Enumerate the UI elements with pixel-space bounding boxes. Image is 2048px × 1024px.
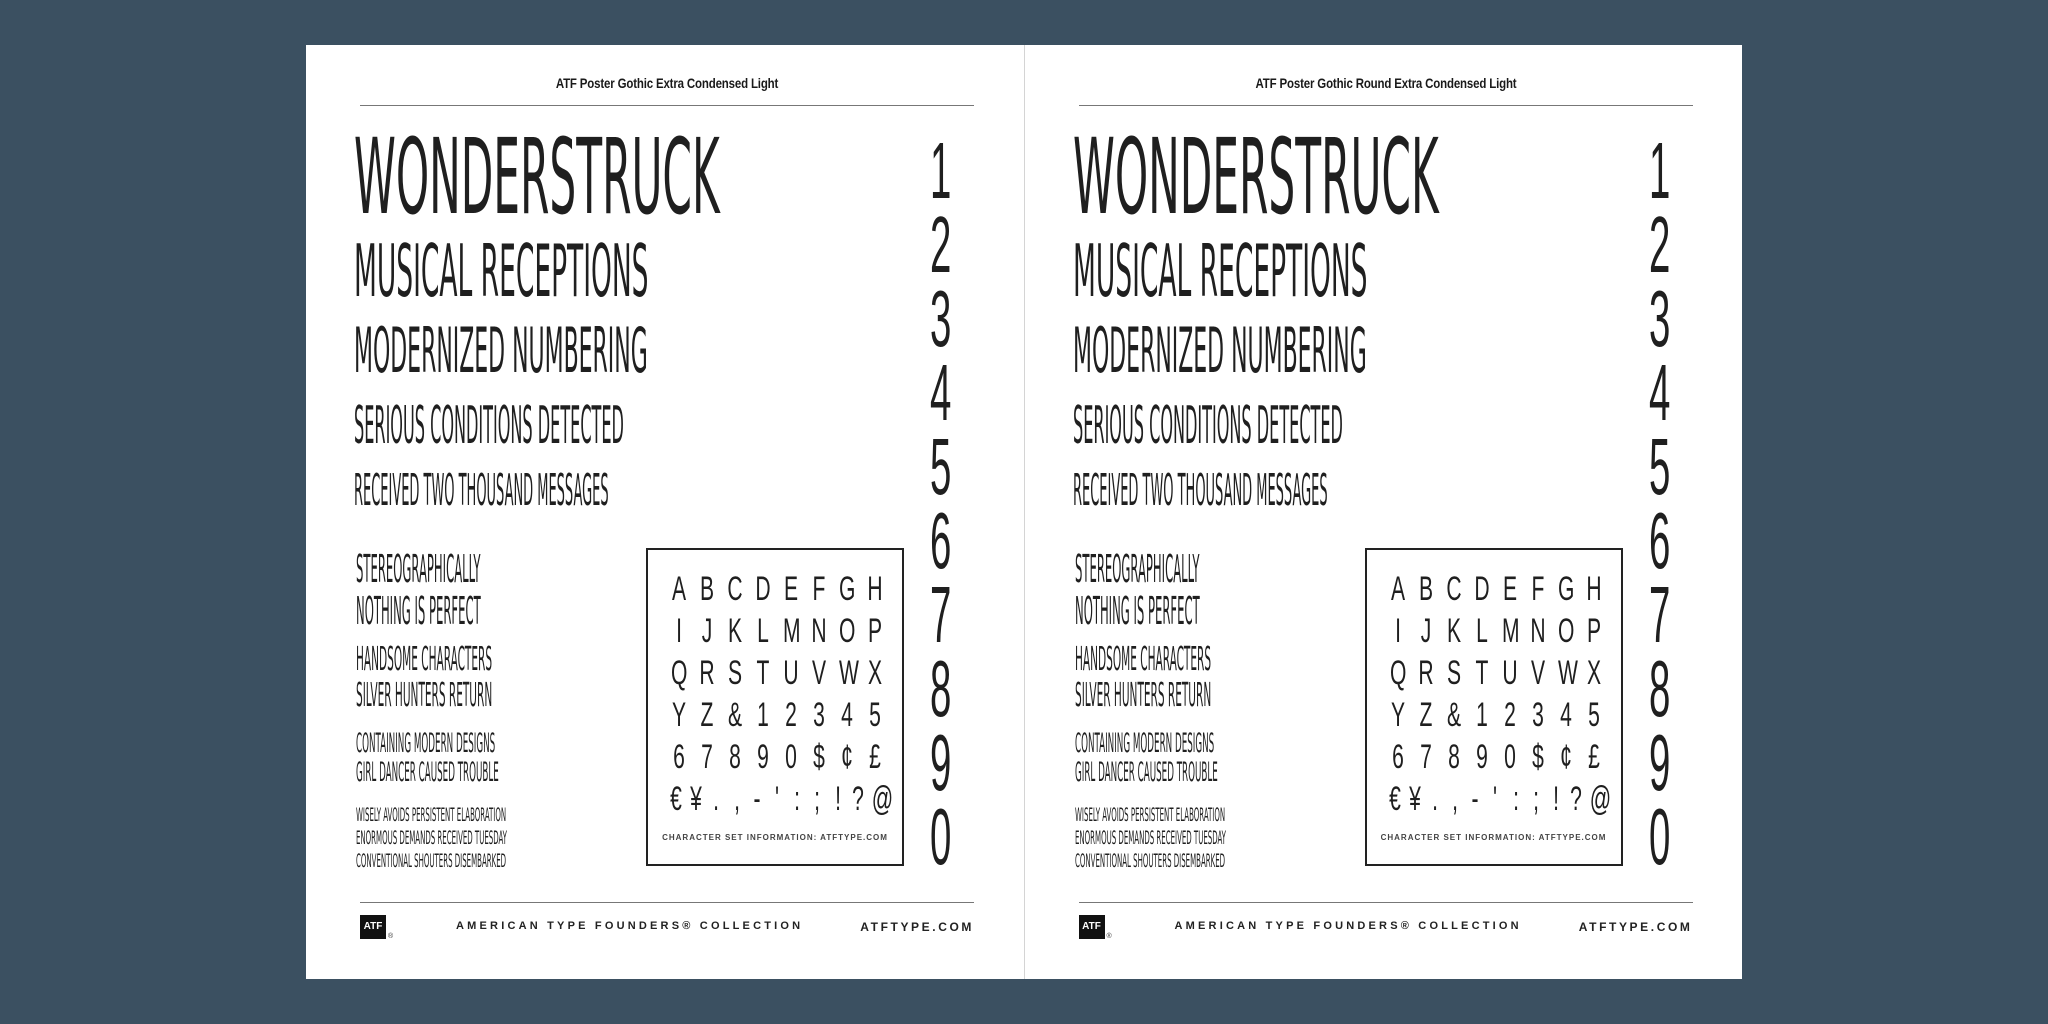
sample-line-2: MUSICAL RECEPTIONS [1072, 229, 1368, 313]
glyph: - [1471, 780, 1479, 818]
glyph: W [838, 654, 859, 692]
sample-line-1: WONDERSTRUCK [354, 116, 720, 238]
glyph: 5 [869, 696, 881, 734]
footer-rule [1079, 902, 1693, 903]
charset-info: CHARACTER SET INFORMATION: ATFTYPE.COM [1380, 833, 1607, 842]
atf-logo: ATF [360, 915, 386, 939]
glyph: € [1388, 780, 1401, 818]
glyph: K [727, 612, 743, 650]
numeral: 6 [1648, 496, 1670, 585]
sample-small-1: STEREOGRAPHICALLY [356, 547, 481, 591]
glyph: ¥ [690, 780, 703, 818]
glyph: M [1501, 612, 1520, 650]
sample-small-3: HANDSOME CHARACTERS [356, 639, 493, 678]
glyph: 5 [1587, 696, 1600, 734]
numeral: 3 [930, 274, 952, 363]
glyph: : [794, 780, 801, 818]
glyph: . [713, 780, 720, 818]
collection-label: AMERICAN TYPE FOUNDERS® COLLECTION [456, 920, 804, 932]
collection-label: AMERICAN TYPE FOUNDERS® COLLECTION [1174, 920, 1522, 932]
sample-small-6: GIRL DANCER CAUSED TROUBLE [356, 757, 499, 788]
charset-row [666, 652, 888, 694]
numeral: 8 [1648, 644, 1670, 733]
glyph: Z [1419, 696, 1432, 734]
glyph: J [701, 612, 713, 650]
glyph: B [1418, 570, 1433, 608]
character-set-box [646, 548, 904, 866]
glyph: O [1557, 612, 1574, 650]
numeral: 3 [1648, 274, 1670, 363]
glyph: & [1446, 696, 1461, 734]
glyph: I [676, 612, 682, 650]
sample-small-2: NOTHING IS PERFECT [356, 589, 481, 633]
numeral: 5 [930, 422, 952, 511]
glyph: B [699, 570, 715, 608]
charset-row [1385, 694, 1607, 736]
charset-row [1385, 652, 1607, 694]
glyph: S [1446, 654, 1461, 692]
sample-small-8: ENORMOUS DEMANDS RECEIVED TUESDAY [1074, 827, 1226, 849]
glyph: ' [774, 780, 779, 818]
page-header: ATF Poster Gothic Round Extra Condensed Light [1255, 75, 1516, 91]
glyph: C [1445, 570, 1462, 608]
glyph: 8 [729, 738, 741, 776]
sample-small-3: HANDSOME CHARACTERS [1074, 639, 1211, 678]
numeral: 8 [930, 644, 952, 733]
glyph: P [1586, 612, 1601, 650]
glyph: 1 [1475, 696, 1488, 734]
glyph: J [1420, 612, 1431, 650]
glyph: £ [1587, 738, 1600, 776]
sample-line-5: RECEIVED TWO THOUSAND MESSAGES [1072, 465, 1328, 516]
numeral: 9 [1648, 718, 1670, 807]
glyph: D [755, 570, 771, 608]
glyph: O [838, 612, 856, 650]
glyph: 6 [673, 738, 685, 776]
glyph: 0 [1503, 738, 1516, 776]
glyph: W [1557, 654, 1578, 692]
glyph: A [671, 570, 687, 608]
sample-small-8: ENORMOUS DEMANDS RECEIVED TUESDAY [356, 827, 507, 849]
glyph: ! [834, 780, 841, 818]
header-rule [1079, 105, 1693, 106]
sample-line-4: SERIOUS CONDITIONS DETECTED [1072, 396, 1343, 456]
glyph: ¥ [1408, 780, 1421, 818]
atf-logo: ATF [1079, 915, 1105, 939]
numeral: 1 [1648, 126, 1670, 215]
charset-row [666, 778, 894, 820]
numeral: 0 [930, 792, 952, 881]
glyph: D [1473, 570, 1490, 608]
glyph: 9 [757, 738, 769, 776]
charset-row [1385, 610, 1607, 652]
charset-row [1385, 568, 1607, 610]
glyph: 8 [1447, 738, 1460, 776]
sample-line-1: WONDERSTRUCK [1072, 116, 1439, 238]
registered-mark: ® [1106, 933, 1112, 940]
glyph: , [1452, 780, 1458, 818]
sample-line-3: MODERNIZED NUMBERING [1072, 314, 1367, 387]
numeral: 4 [930, 348, 952, 437]
glyph: F [812, 570, 826, 608]
glyph: M [782, 612, 801, 650]
glyph: E [1502, 570, 1517, 608]
sample-small-6: GIRL DANCER CAUSED TROUBLE [1074, 757, 1218, 788]
glyph: U [783, 654, 799, 692]
numeral: 0 [1648, 792, 1670, 881]
glyph: T [1475, 654, 1488, 692]
charset-row [666, 568, 888, 610]
glyph: F [1531, 570, 1544, 608]
glyph: H [1585, 570, 1602, 608]
charset-row [666, 610, 888, 652]
sample-line-3: MODERNIZED NUMBERING [354, 314, 648, 387]
glyph: 7 [1419, 738, 1432, 776]
glyph: Y [1390, 696, 1405, 734]
glyph: 1 [757, 696, 769, 734]
glyph: & [727, 696, 743, 734]
glyph: € [670, 780, 682, 818]
glyph: L [1475, 612, 1488, 650]
sample-small-2: NOTHING IS PERFECT [1074, 589, 1200, 633]
sample-small-4: SILVER HUNTERS RETURN [356, 675, 493, 714]
glyph: X [867, 654, 883, 692]
charset-row [1385, 778, 1612, 820]
glyph: Q [670, 654, 688, 692]
glyph: K [1446, 612, 1461, 650]
sample-small-5: CONTAINING MODERN DESIGNS [356, 728, 496, 759]
sample-small-9: CONVENTIONAL SHOUTERS DISEMBARKED [356, 850, 507, 872]
glyph: 3 [813, 696, 825, 734]
sample-small-1: STEREOGRAPHICALLY [1074, 547, 1199, 591]
glyph: . [1431, 780, 1438, 818]
glyph: H [867, 570, 883, 608]
glyph: 7 [701, 738, 713, 776]
glyph: $ [813, 738, 825, 776]
glyph: G [1557, 570, 1574, 608]
glyph: @ [871, 780, 894, 818]
glyph: ' [1493, 780, 1498, 818]
glyph: N [1529, 612, 1546, 650]
registered-mark: ® [388, 933, 394, 940]
page-header: ATF Poster Gothic Extra Condensed Light [555, 75, 779, 91]
glyph: Z [700, 696, 714, 734]
specimen-spread [306, 45, 1742, 979]
glyph: X [1586, 654, 1601, 692]
sample-small-7: WISELY AVOIDS PERSISTENT ELABORATION [356, 804, 507, 826]
numeral: 2 [930, 200, 952, 289]
charset-info: CHARACTER SET INFORMATION: ATFTYPE.COM [662, 833, 888, 842]
numeral: 4 [1648, 348, 1670, 437]
sample-line-5: RECEIVED TWO THOUSAND MESSAGES [354, 465, 609, 516]
glyph: V [1530, 654, 1545, 692]
numeral: 6 [930, 496, 952, 585]
specimen-page-left [306, 45, 1025, 979]
glyph: 4 [1559, 696, 1572, 734]
glyph: T [756, 654, 770, 692]
glyph: 3 [1531, 696, 1544, 734]
numeral: 2 [1648, 200, 1670, 289]
sample-small-4: SILVER HUNTERS RETURN [1074, 675, 1211, 714]
glyph: ? [851, 780, 864, 818]
sample-small-7: WISELY AVOIDS PERSISTENT ELABORATION [1074, 804, 1225, 826]
glyph: L [757, 612, 769, 650]
glyph: ? [1570, 780, 1583, 818]
glyph: 2 [1503, 696, 1516, 734]
footer-url: ATFTYPE.COM [1578, 920, 1693, 934]
glyph: 0 [785, 738, 797, 776]
glyph: I [1394, 612, 1401, 650]
glyph: N [811, 612, 827, 650]
glyph: R [699, 654, 715, 692]
glyph: £ [869, 738, 881, 776]
glyph: A [1390, 570, 1405, 608]
glyph: ¢ [1559, 738, 1572, 776]
sample-line-4: SERIOUS CONDITIONS DETECTED [354, 396, 624, 456]
numeral: 9 [930, 718, 952, 807]
glyph: 6 [1391, 738, 1404, 776]
glyph: Q [1389, 654, 1406, 692]
glyph: ; [1532, 780, 1539, 818]
glyph: E [783, 570, 799, 608]
glyph: - [753, 780, 761, 818]
numeral: 1 [930, 126, 952, 215]
sample-small-9: CONVENTIONAL SHOUTERS DISEMBARKED [1074, 850, 1225, 872]
character-set-box [1365, 548, 1623, 866]
numeral: 7 [1648, 570, 1670, 659]
sample-small-5: CONTAINING MODERN DESIGNS [1074, 728, 1214, 759]
specimen-page-right [1025, 45, 1743, 979]
glyph: C [727, 570, 743, 608]
glyph: ; [814, 780, 821, 818]
footer-url: ATFTYPE.COM [860, 920, 974, 934]
glyph: ! [1553, 780, 1559, 818]
glyph: , [733, 780, 740, 818]
glyph: 9 [1475, 738, 1488, 776]
glyph: U [1501, 654, 1518, 692]
charset-row [1385, 736, 1607, 778]
numeral: 5 [1648, 422, 1670, 511]
glyph: @ [1590, 780, 1612, 818]
charset-row [666, 736, 888, 778]
sample-line-2: MUSICAL RECEPTIONS [354, 229, 649, 313]
numeral: 7 [930, 570, 952, 659]
footer-rule [360, 902, 974, 903]
glyph: 4 [841, 696, 853, 734]
glyph: G [838, 570, 856, 608]
glyph: P [867, 612, 883, 650]
glyph: S [727, 654, 743, 692]
glyph: $ [1531, 738, 1544, 776]
glyph: R [1417, 654, 1434, 692]
glyph: V [811, 654, 827, 692]
glyph: 2 [785, 696, 797, 734]
glyph: ¢ [841, 738, 853, 776]
glyph: : [1512, 780, 1519, 818]
charset-row [666, 694, 888, 736]
header-rule [360, 105, 974, 106]
glyph: Y [671, 696, 687, 734]
